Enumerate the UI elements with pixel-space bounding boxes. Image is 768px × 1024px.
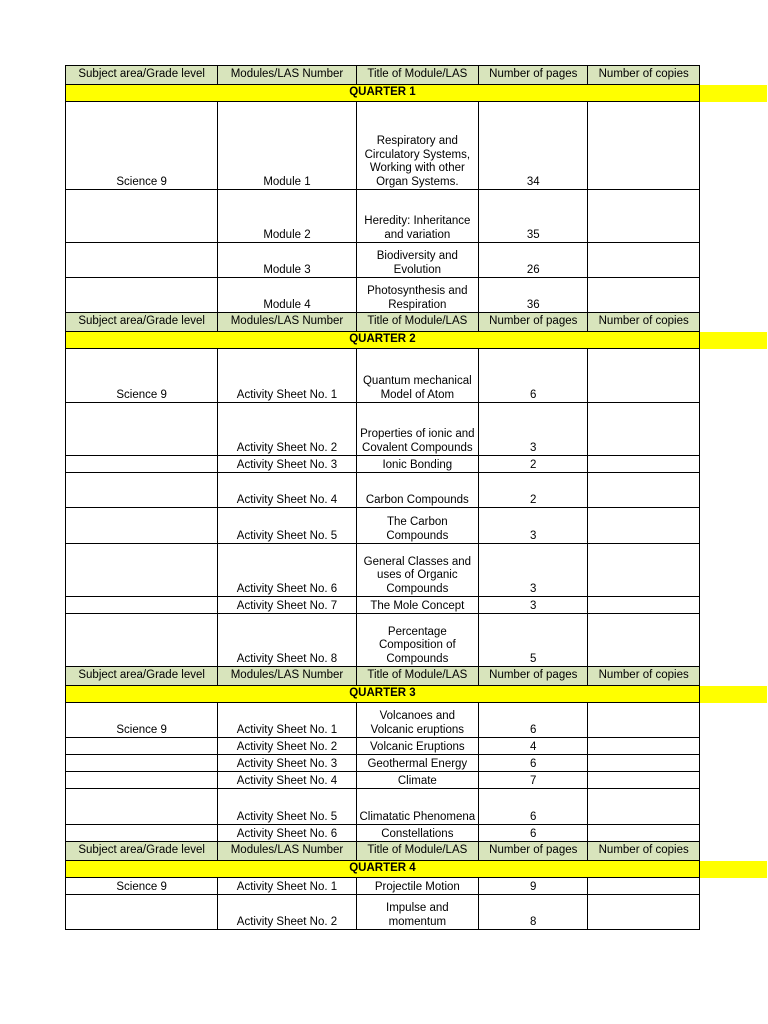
pages-cell: 36 xyxy=(479,278,588,313)
spacer-cell xyxy=(699,878,767,895)
copies-cell xyxy=(588,102,699,190)
copies-cell xyxy=(588,544,699,597)
spacer-cell xyxy=(699,190,767,243)
subject-cell xyxy=(66,508,218,544)
number-cell: Activity Sheet No. 6 xyxy=(218,825,356,842)
spacer-cell xyxy=(699,313,767,332)
quarter-banner-extension xyxy=(699,686,767,703)
number-cell: Module 3 xyxy=(218,243,356,278)
table-row xyxy=(66,878,768,895)
spacer-cell xyxy=(699,349,767,403)
subject-cell xyxy=(66,243,218,278)
title-cell: General Classes and uses of Organic Compounds xyxy=(356,544,478,597)
number-cell: Activity Sheet No. 4 xyxy=(218,473,356,508)
quarter-banner-extension xyxy=(699,332,767,349)
copies-cell xyxy=(588,473,699,508)
title-cell: Projectile Motion xyxy=(356,878,478,895)
pages-cell: 6 xyxy=(479,755,588,772)
title-cell: The Carbon Compounds xyxy=(356,508,478,544)
column-header: Modules/LAS Number xyxy=(218,842,356,861)
copies-cell xyxy=(588,878,699,895)
number-cell: Activity Sheet No. 6 xyxy=(218,544,356,597)
spacer-cell xyxy=(699,544,767,597)
quarter-banner-row xyxy=(66,686,768,703)
table-row xyxy=(66,597,768,614)
column-header: Number of copies xyxy=(588,66,699,85)
column-header: Number of copies xyxy=(588,842,699,861)
spacer-cell xyxy=(699,895,767,930)
table-row xyxy=(66,789,768,825)
title-cell: The Mole Concept xyxy=(356,597,478,614)
quarter-banner-row xyxy=(66,85,768,102)
subject-cell: Science 9 xyxy=(66,102,218,190)
pages-cell: 34 xyxy=(479,102,588,190)
subject-cell xyxy=(66,278,218,313)
pages-cell: 26 xyxy=(479,243,588,278)
subject-cell xyxy=(66,789,218,825)
number-cell: Activity Sheet No. 7 xyxy=(218,597,356,614)
title-cell: Respiratory and Circulatory Systems, Working with other Organ Systems. xyxy=(356,102,478,190)
title-cell: Biodiversity and Evolution xyxy=(356,243,478,278)
number-cell: Activity Sheet No. 1 xyxy=(218,878,356,895)
subject-cell xyxy=(66,597,218,614)
spacer-cell xyxy=(699,842,767,861)
subject-cell xyxy=(66,614,218,667)
title-cell: Geothermal Energy xyxy=(356,755,478,772)
column-header: Number of pages xyxy=(479,66,588,85)
title-cell: Quantum mechanical Model of Atom xyxy=(356,349,478,403)
number-cell: Module 4 xyxy=(218,278,356,313)
pages-cell: 2 xyxy=(479,473,588,508)
column-header: Title of Module/LAS xyxy=(356,667,478,686)
column-header: Modules/LAS Number xyxy=(218,313,356,332)
column-header: Modules/LAS Number xyxy=(218,667,356,686)
table-row xyxy=(66,243,768,278)
copies-cell xyxy=(588,349,699,403)
column-header: Number of copies xyxy=(588,313,699,332)
number-cell: Activity Sheet No. 3 xyxy=(218,456,356,473)
subject-cell xyxy=(66,738,218,755)
title-cell: Volcanic Eruptions xyxy=(356,738,478,755)
quarter-banner-row xyxy=(66,332,768,349)
subject-cell xyxy=(66,772,218,789)
pages-cell: 3 xyxy=(479,544,588,597)
table-row xyxy=(66,614,768,667)
quarter-banner-extension xyxy=(699,861,767,878)
column-header: Title of Module/LAS xyxy=(356,66,478,85)
spacer-cell xyxy=(699,825,767,842)
spacer-cell xyxy=(699,667,767,686)
column-header: Title of Module/LAS xyxy=(356,313,478,332)
copies-cell xyxy=(588,772,699,789)
spacer-cell xyxy=(699,243,767,278)
title-cell: Carbon Compounds xyxy=(356,473,478,508)
table-row xyxy=(66,456,768,473)
pages-cell: 2 xyxy=(479,456,588,473)
number-cell: Module 1 xyxy=(218,102,356,190)
number-cell: Activity Sheet No. 4 xyxy=(218,772,356,789)
spacer-cell xyxy=(699,473,767,508)
copies-cell xyxy=(588,597,699,614)
column-header-row xyxy=(66,667,768,686)
column-header: Subject area/Grade level xyxy=(66,842,218,861)
copies-cell xyxy=(588,403,699,456)
column-header-row xyxy=(66,842,768,861)
quarter-label: QUARTER 4 xyxy=(66,861,700,878)
copies-cell xyxy=(588,243,699,278)
pages-cell: 3 xyxy=(479,597,588,614)
number-cell: Activity Sheet No. 1 xyxy=(218,703,356,738)
title-cell: Constellations xyxy=(356,825,478,842)
subject-cell xyxy=(66,403,218,456)
table-row xyxy=(66,349,768,403)
number-cell: Activity Sheet No. 1 xyxy=(218,349,356,403)
number-cell: Activity Sheet No. 2 xyxy=(218,403,356,456)
column-header: Title of Module/LAS xyxy=(356,842,478,861)
subject-cell xyxy=(66,456,218,473)
table-row xyxy=(66,508,768,544)
copies-cell xyxy=(588,614,699,667)
number-cell: Activity Sheet No. 8 xyxy=(218,614,356,667)
title-cell: Percentage Composition of Compounds xyxy=(356,614,478,667)
spacer-cell xyxy=(699,102,767,190)
copies-cell xyxy=(588,508,699,544)
subject-cell: Science 9 xyxy=(66,878,218,895)
quarter-label: QUARTER 1 xyxy=(66,85,700,102)
column-header: Subject area/Grade level xyxy=(66,66,218,85)
spacer-cell xyxy=(699,772,767,789)
table-row xyxy=(66,703,768,738)
column-header: Number of pages xyxy=(479,313,588,332)
table-row xyxy=(66,102,768,190)
quarter-banner-row xyxy=(66,861,768,878)
table-row xyxy=(66,278,768,313)
pages-cell: 7 xyxy=(479,772,588,789)
copies-cell xyxy=(588,825,699,842)
table-row xyxy=(66,473,768,508)
table-body xyxy=(66,66,768,930)
spacer-cell xyxy=(699,66,767,85)
column-header: Number of pages xyxy=(479,842,588,861)
copies-cell xyxy=(588,456,699,473)
spacer-cell xyxy=(699,789,767,825)
copies-cell xyxy=(588,895,699,930)
title-cell: Heredity: Inheritance and variation xyxy=(356,190,478,243)
column-header-row xyxy=(66,66,768,85)
table-row xyxy=(66,895,768,930)
pages-cell: 4 xyxy=(479,738,588,755)
subject-cell: Science 9 xyxy=(66,349,218,403)
table-row xyxy=(66,738,768,755)
title-cell: Volcanoes and Volcanic eruptions xyxy=(356,703,478,738)
number-cell: Activity Sheet No. 5 xyxy=(218,508,356,544)
title-cell: Climate xyxy=(356,772,478,789)
pages-cell: 6 xyxy=(479,789,588,825)
number-cell: Activity Sheet No. 3 xyxy=(218,755,356,772)
pages-cell: 3 xyxy=(479,508,588,544)
title-cell: Impulse and momentum xyxy=(356,895,478,930)
table-row xyxy=(66,772,768,789)
number-cell: Activity Sheet No. 2 xyxy=(218,895,356,930)
number-cell: Module 2 xyxy=(218,190,356,243)
column-header: Number of pages xyxy=(479,667,588,686)
spacer-cell xyxy=(699,738,767,755)
quarter-banner-extension xyxy=(699,85,767,102)
title-cell: Climatatic Phenomena xyxy=(356,789,478,825)
copies-cell xyxy=(588,738,699,755)
copies-cell xyxy=(588,755,699,772)
spacer-cell xyxy=(699,597,767,614)
title-cell: Ionic Bonding xyxy=(356,456,478,473)
pages-cell: 6 xyxy=(479,703,588,738)
quarter-label: QUARTER 3 xyxy=(66,686,700,703)
subject-cell xyxy=(66,825,218,842)
subject-cell xyxy=(66,190,218,243)
spacer-cell xyxy=(699,456,767,473)
table-row xyxy=(66,544,768,597)
copies-cell xyxy=(588,278,699,313)
spacer-cell xyxy=(699,278,767,313)
pages-cell: 3 xyxy=(479,403,588,456)
quarter-label: QUARTER 2 xyxy=(66,332,700,349)
spacer-cell xyxy=(699,755,767,772)
subject-cell xyxy=(66,755,218,772)
copies-cell xyxy=(588,190,699,243)
column-header-row xyxy=(66,313,768,332)
subject-cell xyxy=(66,473,218,508)
title-cell: Photosynthesis and Respiration xyxy=(356,278,478,313)
column-header: Subject area/Grade level xyxy=(66,667,218,686)
title-cell: Properties of ionic and Covalent Compounds xyxy=(356,403,478,456)
pages-cell: 6 xyxy=(479,825,588,842)
spacer-cell xyxy=(699,403,767,456)
spacer-cell xyxy=(699,703,767,738)
subject-cell xyxy=(66,544,218,597)
table-row xyxy=(66,755,768,772)
column-header: Subject area/Grade level xyxy=(66,313,218,332)
column-header: Number of copies xyxy=(588,667,699,686)
subject-cell xyxy=(66,895,218,930)
number-cell: Activity Sheet No. 2 xyxy=(218,738,356,755)
pages-cell: 5 xyxy=(479,614,588,667)
pages-cell: 6 xyxy=(479,349,588,403)
table-row xyxy=(66,190,768,243)
table-row xyxy=(66,403,768,456)
pages-cell: 9 xyxy=(479,878,588,895)
number-cell: Activity Sheet No. 5 xyxy=(218,789,356,825)
spacer-cell xyxy=(699,614,767,667)
table-row xyxy=(66,825,768,842)
column-header: Modules/LAS Number xyxy=(218,66,356,85)
copies-cell xyxy=(588,789,699,825)
subject-cell: Science 9 xyxy=(66,703,218,738)
spacer-cell xyxy=(699,508,767,544)
pages-cell: 8 xyxy=(479,895,588,930)
las-inventory-table xyxy=(65,65,768,930)
pages-cell: 35 xyxy=(479,190,588,243)
copies-cell xyxy=(588,703,699,738)
